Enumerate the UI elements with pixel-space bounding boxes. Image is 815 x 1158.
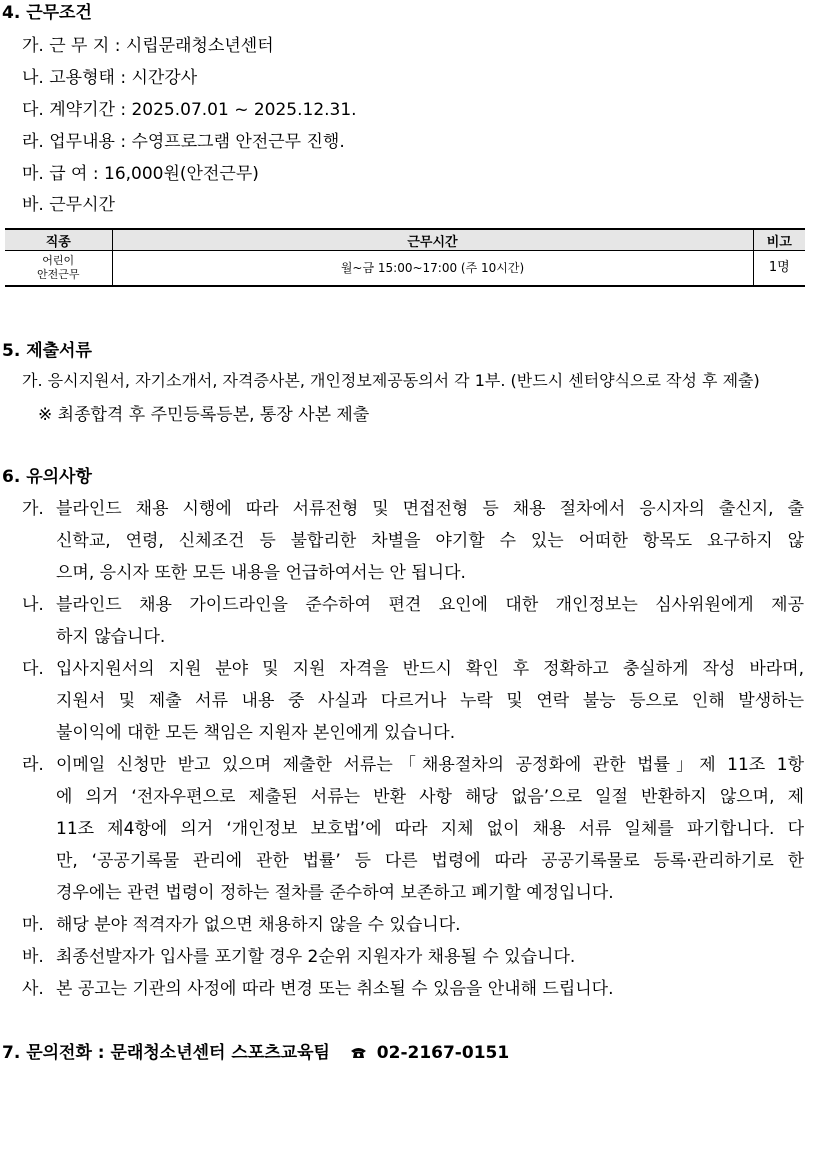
item-4-ba	[22, 190, 115, 215]
table-row	[5, 251, 805, 287]
header-work-hours: 근무시간	[112, 229, 753, 251]
salary: 급 여 : 16,000원(안전근무)	[49, 164, 259, 184]
item-4-ma	[22, 159, 259, 184]
item-marker: 바.	[22, 195, 44, 215]
item-marker: 가.	[22, 36, 44, 56]
item-marker: 사.	[22, 979, 44, 999]
job-type-line-2: 안전근무	[36, 268, 80, 281]
notice-email-line-3: 11조 제4항에 의거 ‘개인정보 보호법’에 따라 지체 없이 채용 서류 일체를 파기합니다. 다	[56, 819, 804, 839]
item-4-ga	[22, 31, 274, 56]
section-7-contact	[2, 1038, 509, 1064]
section-6-heading: 6. 유의사항	[2, 467, 92, 487]
contract-period: 계약기간 : 2025.07.01 ~ 2025.12.31.	[49, 100, 357, 120]
item-marker: 나.	[22, 68, 44, 88]
notice-change-cancel: 본 공고는 기관의 사정에 따라 변경 또는 취소될 수 있음을 안내해 드립니다.	[56, 979, 614, 999]
notice-email-line-4: 만, ‘공공기록물 관리에 관한 법률’ 등 다른 법령에 따라 공공기록물로 등록·관리하기로 한	[56, 851, 804, 871]
reference-mark: ※	[38, 405, 53, 425]
notice-guideline-line-1: 블라인드 채용 가이드라인을 준수하여 편견 요인에 대한 개인정보는 심사위원에게 제공	[56, 595, 804, 615]
notice-email-line-5: 경우에는 관련 법령이 정하는 절차를 준수하여 보존하고 폐기할 예정입니다.	[56, 883, 614, 903]
header-job-type: 직종	[5, 229, 112, 251]
final-pass-documents: 최종합격 후 주민등록등본, 통장 사본 제출	[57, 405, 370, 425]
notice-blind-line-1: 블라인드 채용 시행에 따라 서류전형 및 면접전형 등 채용 절차에서 응시자의 출신지, 출	[56, 499, 804, 519]
table-header-row	[5, 229, 805, 251]
notice-guideline-line-2: 하지 않습니다.	[56, 627, 166, 647]
notice-blind-line-2: 신학교, 연령, 신체조건 등 불합리한 차별을 야기할 수 있는 어떠한 항목도 요구하지 않	[56, 531, 804, 551]
notice-application-line-3: 불이익에 대한 모든 책임은 지원자 본인에게 있습니다.	[56, 723, 456, 743]
item-marker: 가.	[22, 499, 44, 519]
section-7-heading: 7. 문의전화 : 문래청소년센터 스포츠교육팀	[2, 1043, 330, 1063]
item-marker: 나.	[22, 595, 44, 615]
working-hours-label: 근무시간	[49, 195, 115, 215]
item-4-da	[22, 95, 357, 120]
item-marker: 마.	[22, 164, 44, 184]
item-5-ga	[22, 368, 760, 391]
item-marker: 마.	[22, 915, 44, 935]
item-4-na	[22, 63, 197, 88]
telephone-icon	[350, 1044, 367, 1064]
cell-work-hours: 월~금 15:00~17:00 (주 10시간)	[112, 251, 753, 287]
notice-application-line-2: 지원서 및 제출 서류 내용 중 사실과 다르거나 누락 및 연락 불능 등으로 인해 발생하는	[56, 691, 804, 711]
cell-job-type	[5, 251, 112, 287]
item-5-note	[38, 400, 369, 425]
required-documents: 응시지원서, 자기소개서, 자격증사본, 개인정보제공동의서 각 1부. (반드시 센터양식으로 작성 후 제출)	[47, 371, 760, 390]
item-4-ra	[22, 127, 345, 152]
work-location: 근 무 지 : 시립문래청소년센터	[49, 36, 274, 56]
contact-phone-number: 02-2167-0151	[376, 1043, 510, 1063]
notice-blind-line-3: 으며, 응시자 또한 모든 내용을 언급하여서는 안 됩니다.	[56, 563, 466, 583]
notice-no-qualified: 해당 분야 적격자가 없으면 채용하지 않을 수 있습니다.	[56, 915, 461, 935]
cell-note: 1명	[753, 251, 805, 287]
item-marker: 라.	[22, 755, 44, 775]
notice-second-rank: 최종선발자가 입사를 포기할 경우 2순위 지원자가 채용될 수 있습니다.	[56, 947, 576, 967]
header-note: 비고	[753, 229, 805, 251]
job-type-line-1: 어린이	[42, 254, 75, 267]
item-marker: 바.	[22, 947, 44, 967]
section-4-heading: 4. 근무조건	[2, 3, 92, 23]
job-description: 업무내용 : 수영프로그램 안전근무 진행.	[49, 132, 345, 152]
notice-email-line-2: 에 의거 ‘전자우편으로 제출된 서류는 반환 사항 해당 없음’으로 일절 반환하지 않으며, 제	[56, 787, 804, 807]
item-marker: 라.	[22, 132, 44, 152]
item-marker: 가.	[22, 371, 43, 390]
working-hours-table	[5, 228, 805, 287]
notice-application-line-1: 입사지원서의 지원 분야 및 지원 자격을 반드시 확인 후 정확하고 충실하게 작성 바라며,	[56, 659, 804, 679]
item-marker: 다.	[22, 659, 44, 679]
employment-type: 고용형태 : 시간강사	[49, 68, 198, 88]
item-marker: 다.	[22, 100, 44, 120]
notice-email-line-1: 이메일 신청만 받고 있으며 제출한 서류는「채용절차의 공정화에 관한 법률」제 11조 1항	[56, 755, 804, 775]
section-5-heading: 5. 제출서류	[2, 341, 92, 361]
